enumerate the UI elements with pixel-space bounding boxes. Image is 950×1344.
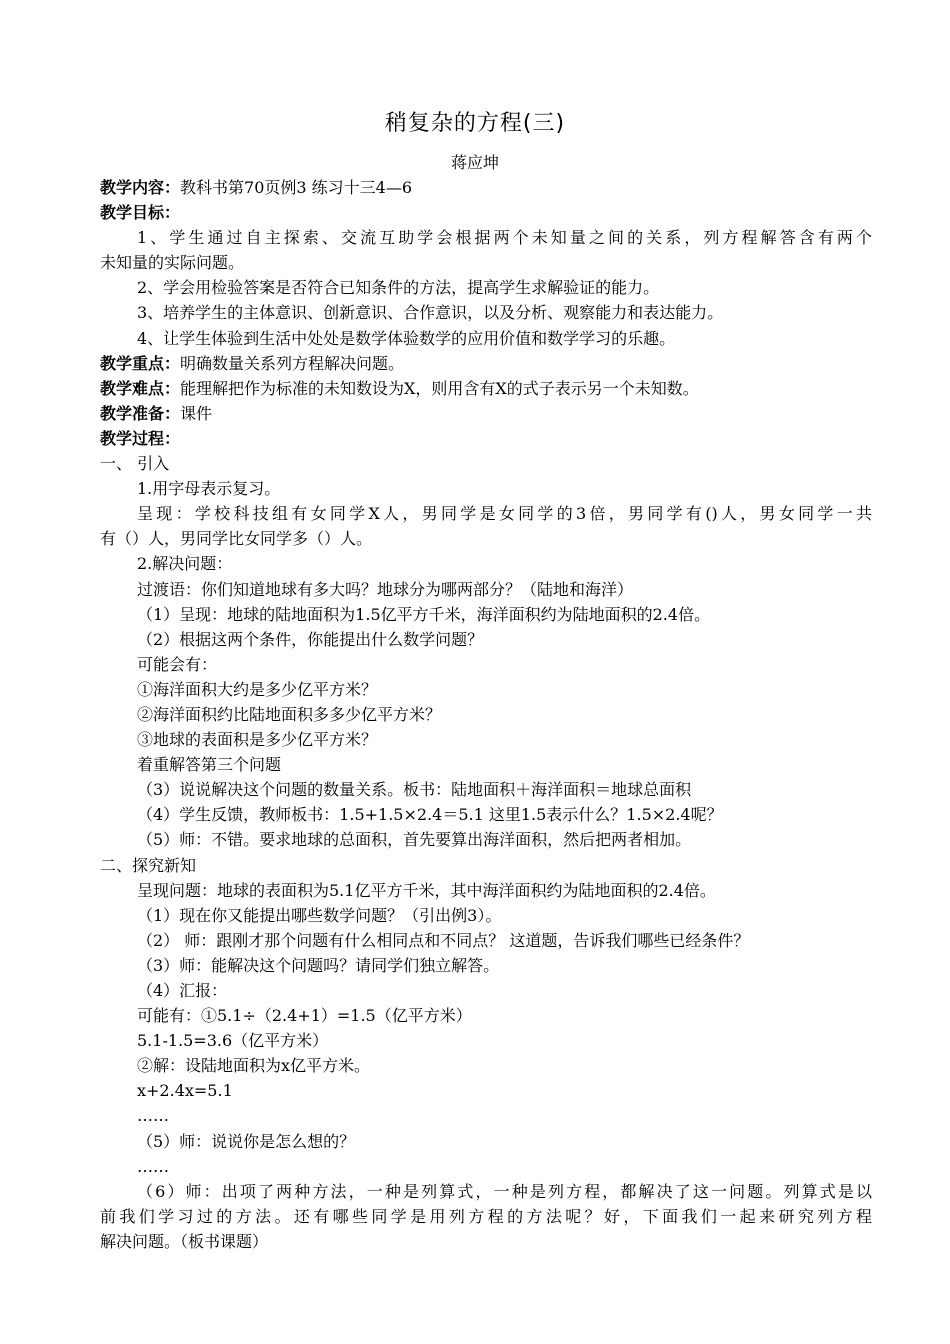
s2-line: 可能有：①5.1÷（2.4+1）=1.5（亿平方米） [137,1006,472,1026]
teaching-key-point [100,351,872,376]
teaching-content [100,175,872,200]
s1-line: 过渡语：你们知道地球有多大吗？地球分为哪两部分？（陆地和海洋） [137,579,634,599]
s1-line: （3）说说解决这个问题的数量关系。板书：陆地面积＋海洋面积＝地球总面积 [137,780,692,800]
s2-line: （6）师：出项了两种方法，一种是列算式，一种是列方程，都解决了这一问题。列算式是以 [137,1181,872,1201]
teaching-preparation [100,401,872,426]
teaching-difficulty [100,376,872,401]
s1-line: ③地球的表面积是多少亿平方米？ [137,730,378,750]
teaching-process-label: 教学过程： [100,428,181,448]
goal-1-line-2: 未知量的实际问题。 [100,253,245,273]
s2-line: x+2.4x=5.1 [137,1081,233,1101]
s1-line: （5）师：不错。要求地球的总面积，首先要算出海洋面积，然后把两者相加。 [137,830,692,850]
s2-line: 解决问题。（板书课题） [100,1231,269,1251]
s2-line: （4）汇报： [137,981,228,1000]
s2-line: 5.1-1.5=3.6（亿平方米） [137,1031,329,1051]
s1-line: 2.解决问题： [137,554,233,574]
s1-line: ②海洋面积约比陆地面积多多少亿平方米？ [137,704,442,724]
s2-line: …… [137,1106,169,1126]
difficulty-label: 教学难点： [100,378,181,398]
s2-line: （3）师：能解决这个问题吗？请同学们独立解答。 [137,955,500,975]
s1-line: 呈现：学校科技组有女同学X人，男同学是女同学的3倍，男同学有()人，男女同学一共 [137,504,872,524]
document-title: 稍复杂的方程(三) [384,111,566,136]
key-point-value: 明确数量关系列方程解决问题。 [180,353,405,373]
difficulty-value: 能理解把作为标准的未知数设为X，则用含有X的式子表示另一个未知数。 [180,378,699,398]
goal-2: 2、学会用检验答案是否符合已知条件的方法，提高学生求解验证的能力。 [137,278,660,298]
s2-line: （2） 师：跟刚才那个问题有什么相同点和不同点？ 这道题，告诉我们哪些已经条件？ [137,930,750,950]
s2-line: …… [137,1156,169,1176]
teaching-content-label: 教学内容： [100,178,181,197]
s2-line: 前我们学习过的方法。还有哪些同学是用列方程的方法呢？好，下面我们一起来研究列方程 [100,1206,872,1226]
s1-line: （4）学生反馈，教师板书：1.5+1.5×2.4＝5.1 这里1.5表示什么？1.5×2.4呢？ [137,805,723,825]
section-1-heading: 一、 引入 [100,454,170,474]
goal-3: 3、培养学生的主体意识、创新意识、合作意识，以及分析、观察能力和表达能力。 [137,303,724,323]
document-body [100,175,872,1254]
s2-line: （1）现在你又能提出哪些数学问题？（引出例3）。 [137,905,502,925]
section-2-heading: 二、探究新知 [100,855,197,875]
s1-line: 1.用字母表示复习。 [137,479,281,499]
s2-line: （5）师：说说你是怎么想的？ [137,1131,356,1151]
s1-line: 有（）人，男同学比女同学多（）人。 [100,529,373,549]
s2-line: 呈现问题：地球的表面积为5.1亿平方千米，其中海洋面积约为陆地面积的2.4倍。 [137,880,716,900]
goal-1-line-1: 1、学生通过自主探索、交流互助学会根据两个未知量之间的关系，列方程解答含有两个 [137,228,872,248]
s1-line: （1）呈现：地球的陆地面积为1.5亿平方千米，海洋面积约为陆地面积的2.4倍。 [137,604,711,624]
s2-line: ②解：设陆地面积为x亿平方米。 [137,1056,371,1076]
goal-4: 4、让学生体验到生活中处处是数学体验数学的应用价值和数学学习的乐趣。 [137,328,676,348]
author-name: 蒋应坤 [450,153,499,172]
teaching-goals-label: 教学目标： [100,203,181,223]
s1-line: ①海洋面积大约是多少亿平方米？ [137,679,378,699]
key-point-label: 教学重点： [100,353,181,373]
preparation-value: 课件 [180,403,213,423]
s1-line: 着重解答第三个问题 [137,755,282,775]
preparation-label: 教学准备： [100,403,181,423]
teaching-content-value: 教科书第70页例3 练习十三4—6 [180,178,413,197]
s1-line: 可能会有： [137,654,218,674]
s1-line: （2）根据这两个条件，你能提出什么数学问题？ [137,629,484,649]
